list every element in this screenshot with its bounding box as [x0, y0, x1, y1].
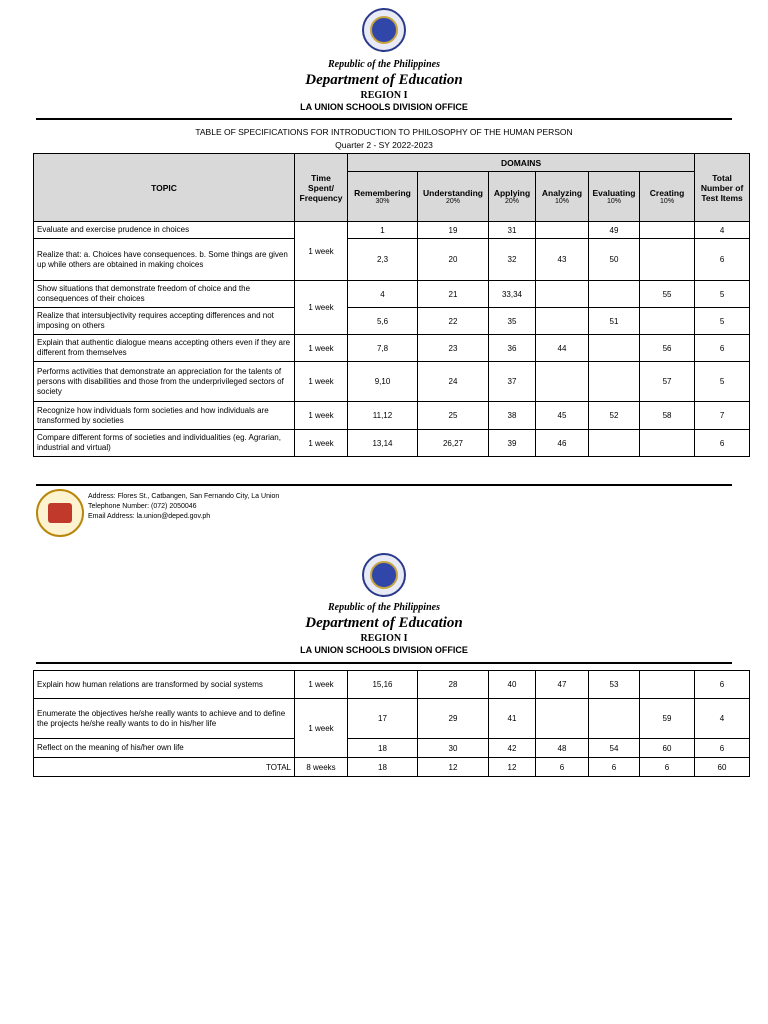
time-cell: 1 week [295, 699, 348, 758]
footer-contact [88, 492, 279, 522]
specifications-table-continued [33, 670, 750, 777]
total-header: Total Number of Test Items [695, 154, 750, 222]
department-title: Department of Education [305, 615, 463, 631]
division-label: LA UNION SCHOOLS DIVISION OFFICE [300, 645, 468, 655]
department-title: Department of Education [305, 72, 463, 88]
applying-header: Applying 20% [489, 172, 536, 222]
table-row: Reflect on the meaning of his/her own life 18 30 42 48 54 60 6 [34, 739, 750, 758]
totals-row: TOTAL 8 weeks 18 12 12 6 6 6 60 [34, 758, 750, 777]
time-header: Time Spent/ Frequency [295, 154, 348, 222]
footer-divider [36, 484, 732, 486]
table-row: Compare different forms of societies and individualities (eg. Agrarian, industrial and virtual) 1 week 13,14 26,27 39 46 6 [34, 430, 750, 457]
understanding-header: Understanding 20% [418, 172, 489, 222]
header-divider [36, 118, 732, 120]
table-row: Realize that intersubjectivity requires accepting differences and not imposing on others 5,6 22 35 51 5 [34, 308, 750, 335]
deped-seal [362, 553, 406, 597]
footer-email: Email Address: la.union@deped.gov.ph [88, 513, 211, 520]
region-label: REGION I [360, 90, 408, 101]
table-row: Explain that authentic dialogue means accepting others even if they are different from themselves 1 week 7,8 23 36 44 56 6 [34, 335, 750, 362]
table-row: Evaluate and exercise prudence in choices 1 week 1 19 31 49 4 [34, 222, 750, 239]
topic-header: TOPIC [34, 154, 295, 222]
remembering-header: Remembering 30% [348, 172, 418, 222]
division-logo [36, 489, 84, 537]
domains-header: DOMAINS [348, 154, 695, 172]
table-row: Show situations that demonstrate freedom of choice and the consequences of their choices 1 week 4 21 33,34 55 5 [34, 281, 750, 308]
republic-label: Republic of the Philippines [328, 602, 440, 613]
document-title: TABLE OF SPECIFICATIONS FOR INTRODUCTION TO PHILOSOPHY OF THE HUMAN PERSON [195, 127, 573, 137]
specifications-table [33, 153, 750, 457]
table-row: Enumerate the objectives he/she really wants to achieve and to define the projects he/she really wants to do in his/her life 1 week 17 29 41 59 4 [34, 699, 750, 739]
republic-label: Republic of the Philippines [328, 59, 440, 70]
time-cell: 1 week [295, 281, 348, 335]
table-row: Realize that: a. Choices have consequences. b. Some things are given up while others are obtained in making choices 2,3 20 32 43 50 6 [34, 239, 750, 281]
footer-telephone: Telephone Number: (072) 2050046 [88, 503, 197, 510]
evaluating-header: Evaluating 10% [589, 172, 640, 222]
creating-header: Creating 10% [640, 172, 695, 222]
table-row: Performs activities that demonstrate an appreciation for the talents of persons with disabilities and those from the underprivileged sectors of society 1 week 9,10 24 37 57 5 [34, 362, 750, 402]
header-divider [36, 662, 732, 664]
footer-address: Address: Flores St., Catbangen, San Fernando City, La Union [88, 493, 280, 500]
region-label: REGION I [360, 633, 408, 644]
deped-seal [362, 8, 406, 52]
table-row: Explain how human relations are transformed by social systems 1 week 15,16 28 40 47 53 6 [34, 671, 750, 699]
analyzing-header: Analyzing 10% [536, 172, 589, 222]
document-subtitle: Quarter 2 - SY 2022-2023 [335, 140, 433, 150]
division-label: LA UNION SCHOOLS DIVISION OFFICE [300, 102, 468, 112]
time-cell: 1 week [295, 222, 348, 281]
table-row: Recognize how individuals form societies and how individuals are transformed by societies 1 week 11,12 25 38 45 52 58 7 [34, 402, 750, 430]
